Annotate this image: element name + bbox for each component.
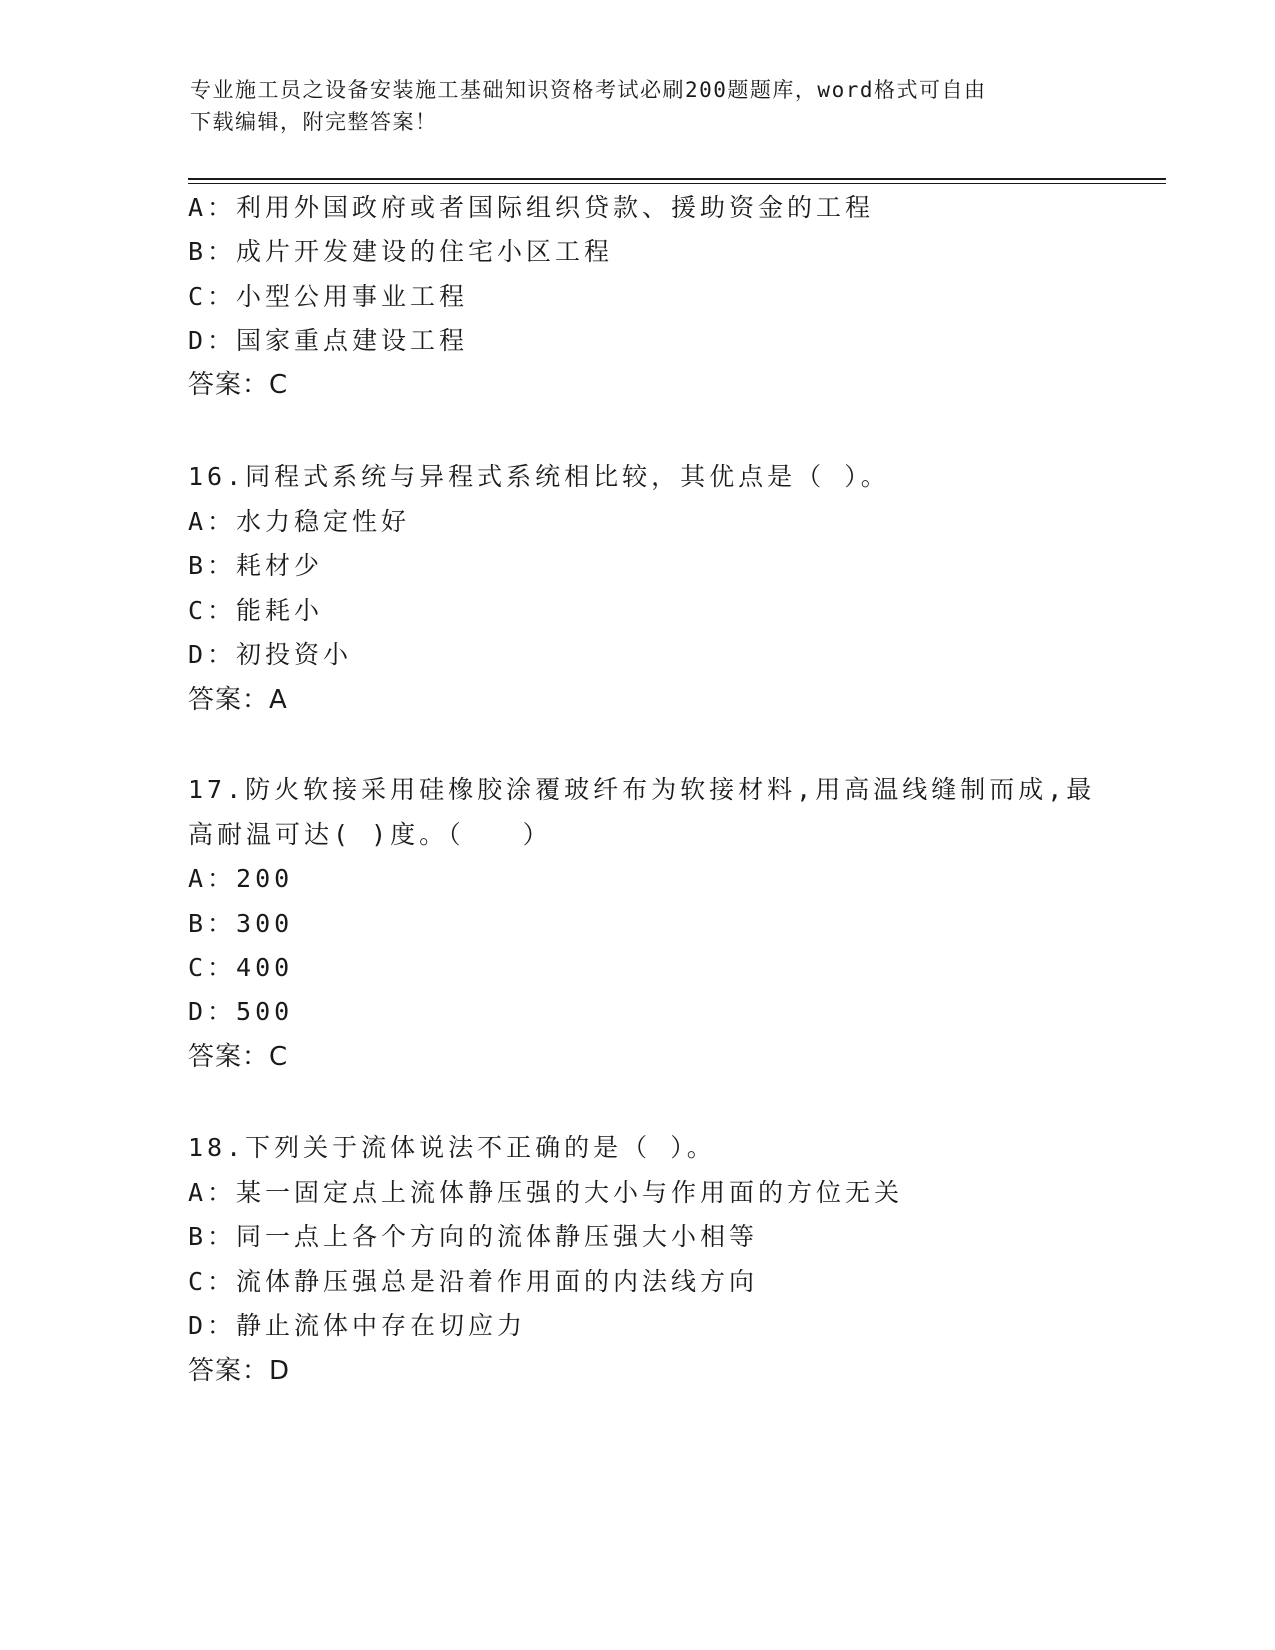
q17-answer: 答案：C	[188, 1042, 289, 1072]
q15-option-c: C：小型公用事业工程	[188, 282, 469, 311]
header-divider-thick	[188, 178, 1166, 180]
q18-option-a: A：某一固定点上流体静压强的大小与作用面的方位无关	[188, 1178, 904, 1207]
q17-option-a: A：200	[188, 864, 294, 893]
q15-option-b: B：成片开发建设的住宅小区工程	[188, 237, 614, 266]
q18-option-c: C：流体静压强总是沿着作用面的内法线方向	[188, 1267, 759, 1296]
q18-option-d: D：静止流体中存在切应力	[188, 1311, 527, 1340]
q15-option-d: D：国家重点建设工程	[188, 326, 469, 355]
q16-option-b: B：耗材少	[188, 551, 324, 580]
q17-question-line-1: 17.防火软接采用硅橡胶涂覆玻纤布为软接材料,用高温线缝制而成,最	[188, 775, 1096, 804]
header-line-1: 专业施工员之设备安装施工基础知识资格考试必刷200题题库，word格式可自由	[190, 78, 987, 102]
q15-option-a: A：利用外国政府或者国际组织贷款、援助资金的工程	[188, 193, 875, 222]
document-header	[190, 74, 1090, 138]
header-divider-thin	[188, 183, 1166, 184]
q16-option-a: A：水力稳定性好	[188, 507, 411, 536]
q17-option-b: B：300	[188, 909, 294, 938]
q18-option-b: B：同一点上各个方向的流体静压强大小相等	[188, 1222, 759, 1251]
q18-question: 18.下列关于流体说法不正确的是（ ）。	[188, 1133, 716, 1162]
q17-option-d: D：500	[188, 997, 294, 1026]
q17-question-line-2: 高耐温可达( )度。（ ）	[188, 820, 552, 849]
q18-answer: 答案：D	[188, 1356, 291, 1386]
q17-option-c: C：400	[188, 953, 294, 982]
q16-answer: 答案：A	[188, 685, 288, 715]
q16-option-d: D：初投资小	[188, 640, 353, 669]
q15-answer: 答案：C	[188, 370, 289, 400]
q16-option-c: C：能耗小	[188, 596, 324, 625]
q16-question: 16.同程式系统与异程式系统相比较，其优点是（ ）。	[188, 462, 890, 491]
header-line-2: 下载编辑，附完整答案！	[190, 110, 438, 134]
